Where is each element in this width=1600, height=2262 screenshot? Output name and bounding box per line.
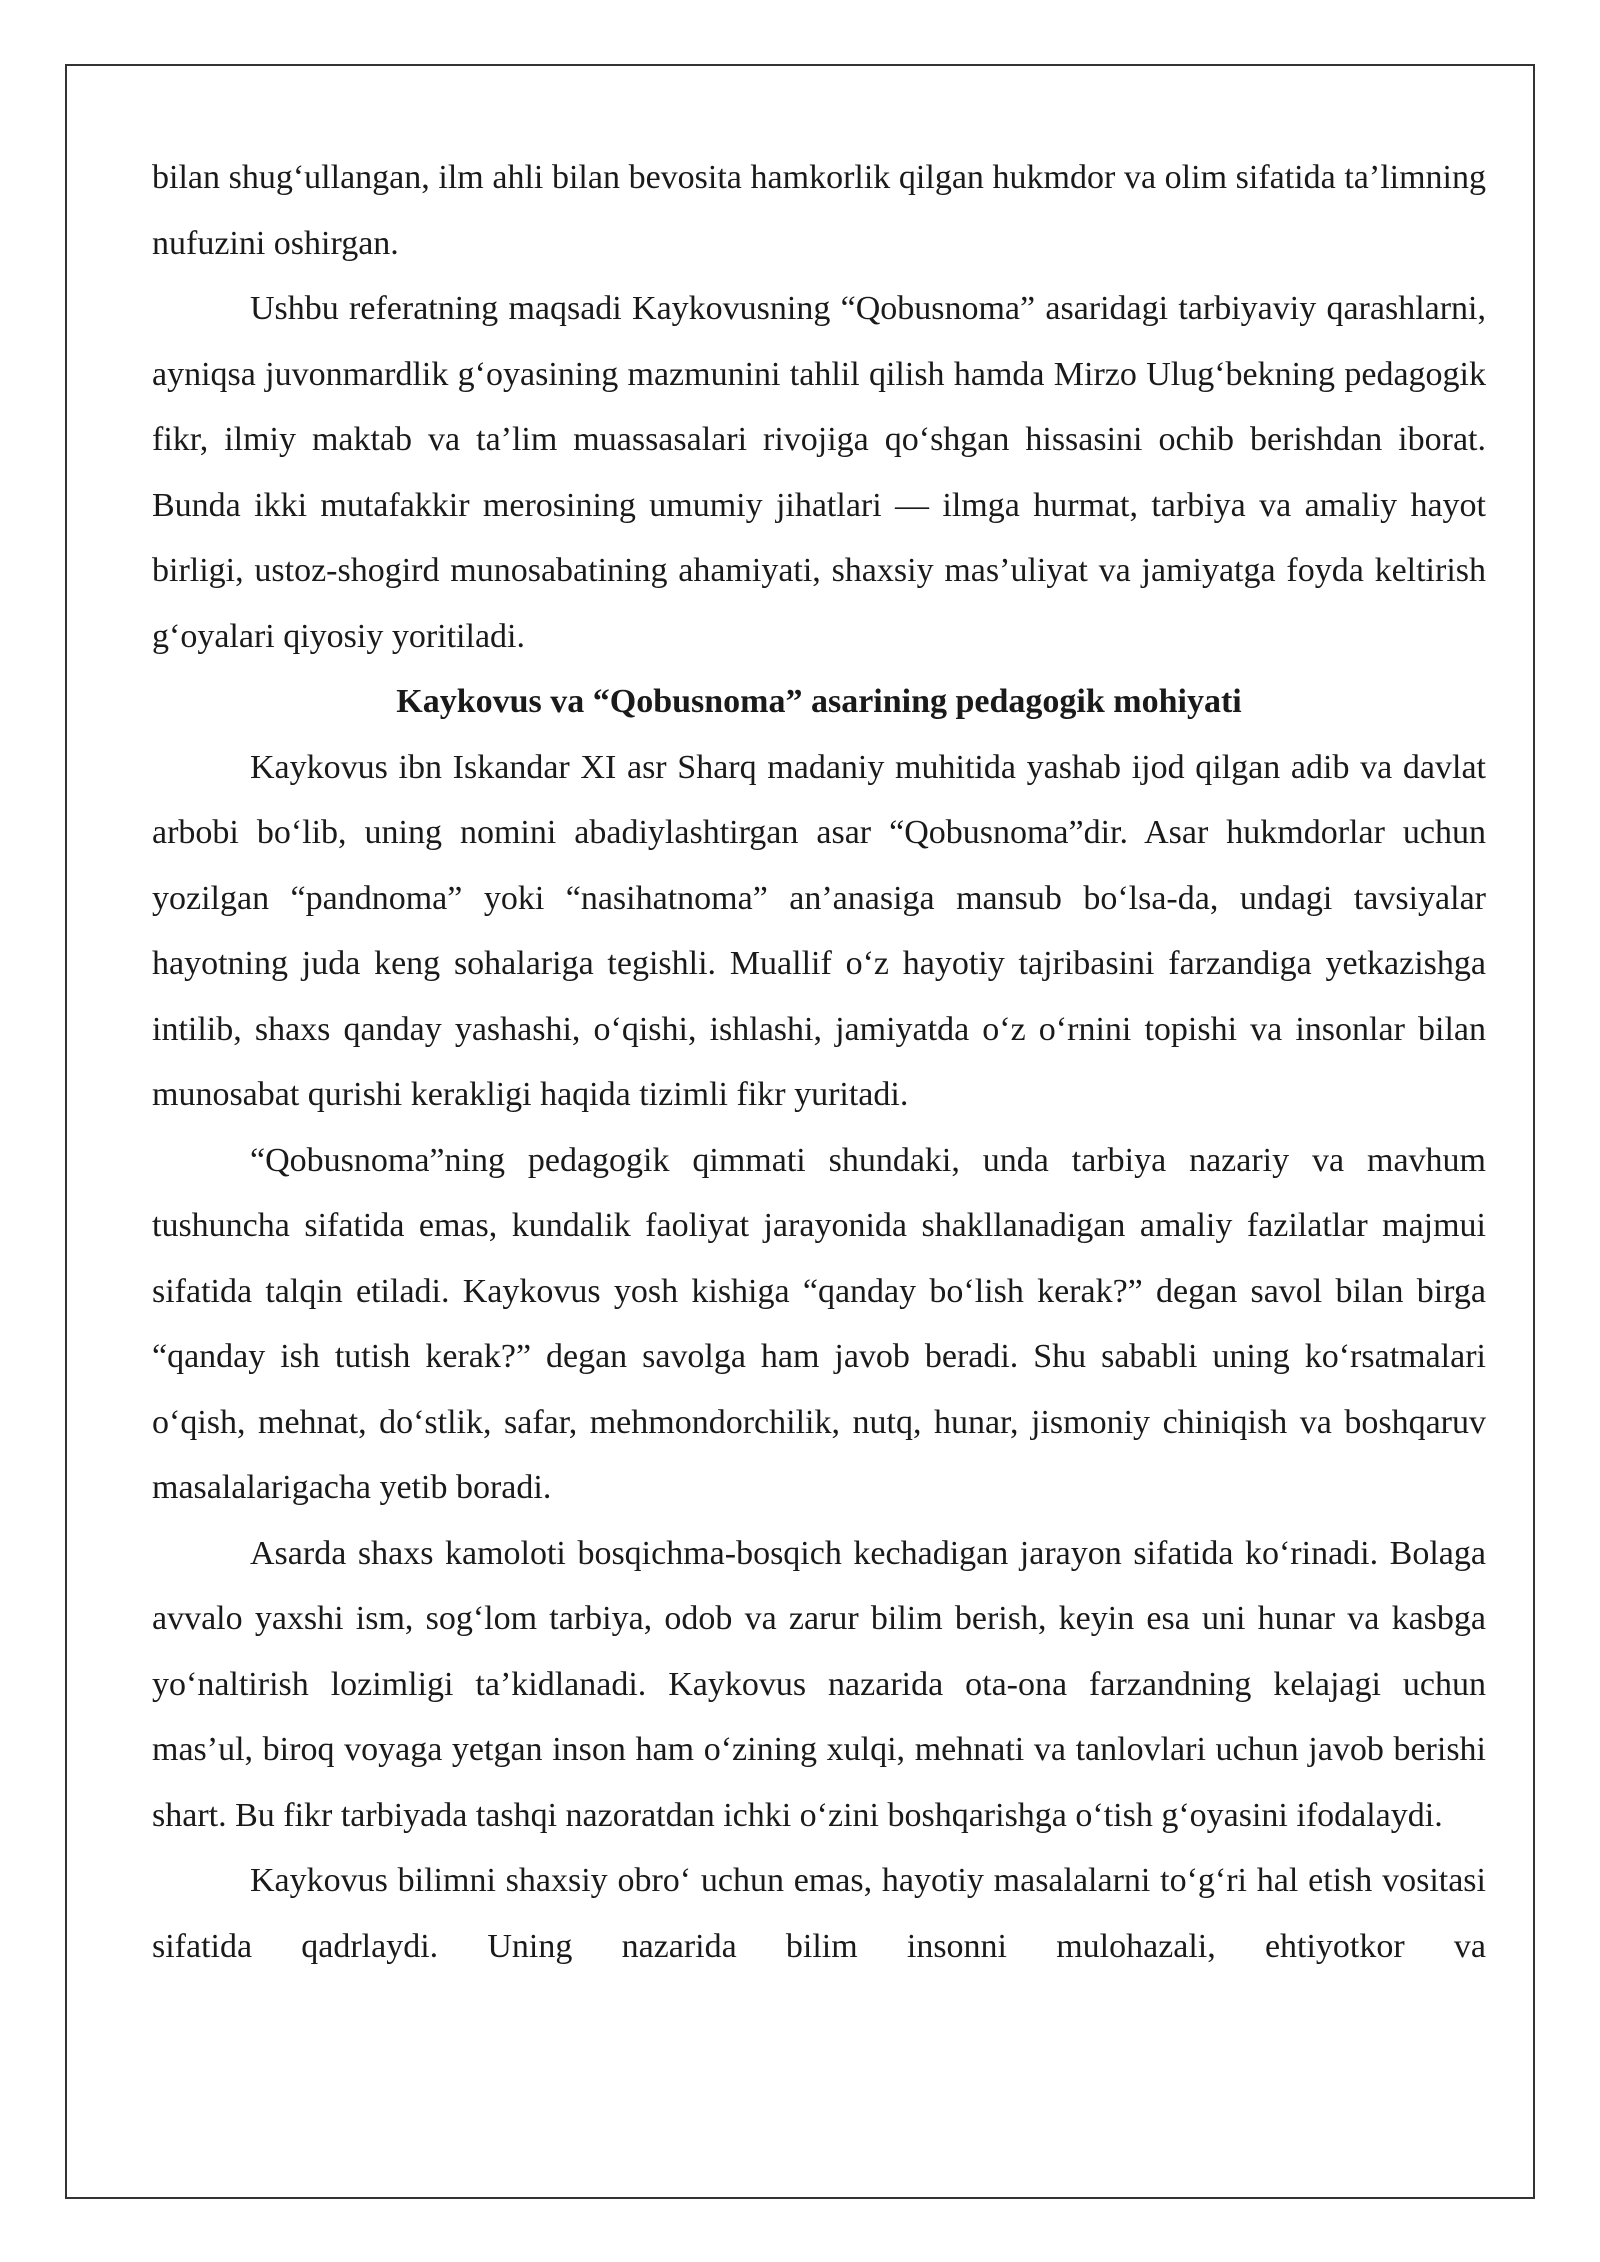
paragraph-knowledge: Kaykovus bilimni shaxsiy obro‘ uchun emas, hayotiy masalalarni to‘g‘ri hal etish vositasi sifatida qadrlaydi. Uning nazarida bilim insonni mulohazali, ehtiyotkor va (152, 1862, 1486, 1965)
paragraph-kaykovus-intro: Kaykovus ibn Iskandar XI asr Sharq madaniy muhitida yashab ijod qilgan adib va davlat arbobi bo‘lib, uning nomini abadiylashtirgan asar “Qobusnoma”dir. Asar hukmdorlar uchun yozilgan “pandnoma” yoki “nasihatnoma” an’anasiga mansub bo‘lsa-da, undagi tavsiyalar hayotning juda keng sohalariga tegishli. Muallif o‘z hayotiy tajribasini farzandiga yetkazishga intilib, shaxs qanday yashashi, o‘qishi, ishlashi, jamiyatda o‘z o‘rnini topishi va insonlar bilan munosabat qurishi kerakligi haqida tizimli fikr yuritadi. (152, 748, 1486, 1113)
paragraph-pedagogical-value: “Qobusnoma”ning pedagogik qimmati shundaki, unda tarbiya nazariy va mavhum tushuncha sifatida emas, kundalik faoliyat jarayonida shakllanadigan amaliy fazilatlar majmui sifatida talqin etiladi. Kaykovus yosh kishiga “qanday bo‘lish kerak?” degan savol bilan birga “qanday ish tutish kerak?” degan savolga ham javob beradi. Shu sababli uning ko‘rsatmalari o‘qish, mehnat, do‘stlik, safar, mehmondorchilik, nutq, hunar, jismoniy chiniqish va boshqaruv masalalarigacha yetib boradi. (152, 1141, 1486, 1506)
document-body (152, 145, 1486, 1979)
paragraph-purpose: Ushbu referatning maqsadi Kaykovusning “Qobusnoma” asaridagi tarbiyaviy qarashlarni, ayniqsa juvonmardlik g‘oyasining mazmunini tahlil qilish hamda Mirzo Ulug‘bekning pedagogik fikr, ilmiy maktab va ta’lim muassasalari rivojiga qo‘shgan hissasini ochib berishdan iborat. Bunda ikki mutafakkir merosining umumiy jihatlari — ilmga hurmat, tarbiya va amaliy hayot birligi, ustoz-shogird munosabatining ahamiyati, shaxsiy mas’uliyat va jamiyatga foyda keltirish g‘oyalari qiyosiy yoritiladi. (152, 290, 1486, 655)
section-heading: Kaykovus va “Qobusnoma” asarining pedagogik mohiyati (396, 683, 1242, 720)
paragraph-personal-development: Asarda shaxs kamoloti bosqichma-bosqich kechadigan jarayon sifatida ko‘rinadi. Bolaga avvalo yaxshi ism, sog‘lom tarbiya, odob va zarur bilim berish, keyin esa uni hunar va kasbga yo‘naltirish lozimligi ta’kidlanadi. Kaykovus nazarida ota-ona farzandning kelajagi uchun mas’ul, biroq voyaga yetgan inson ham o‘zining xulqi, mehnati va tanlovlari uchun javob berishi shart. Bu fikr tarbiyada tashqi nazoratdan ichki o‘zini boshqarishga o‘tish g‘oyasini ifodalaydi. (152, 1534, 1486, 1834)
paragraph-continuation: bilan shug‘ullangan, ilm ahli bilan bevosita hamkorlik qilgan hukmdor va olim sifatida ta’limning nufuzini oshirgan. (152, 159, 1486, 262)
